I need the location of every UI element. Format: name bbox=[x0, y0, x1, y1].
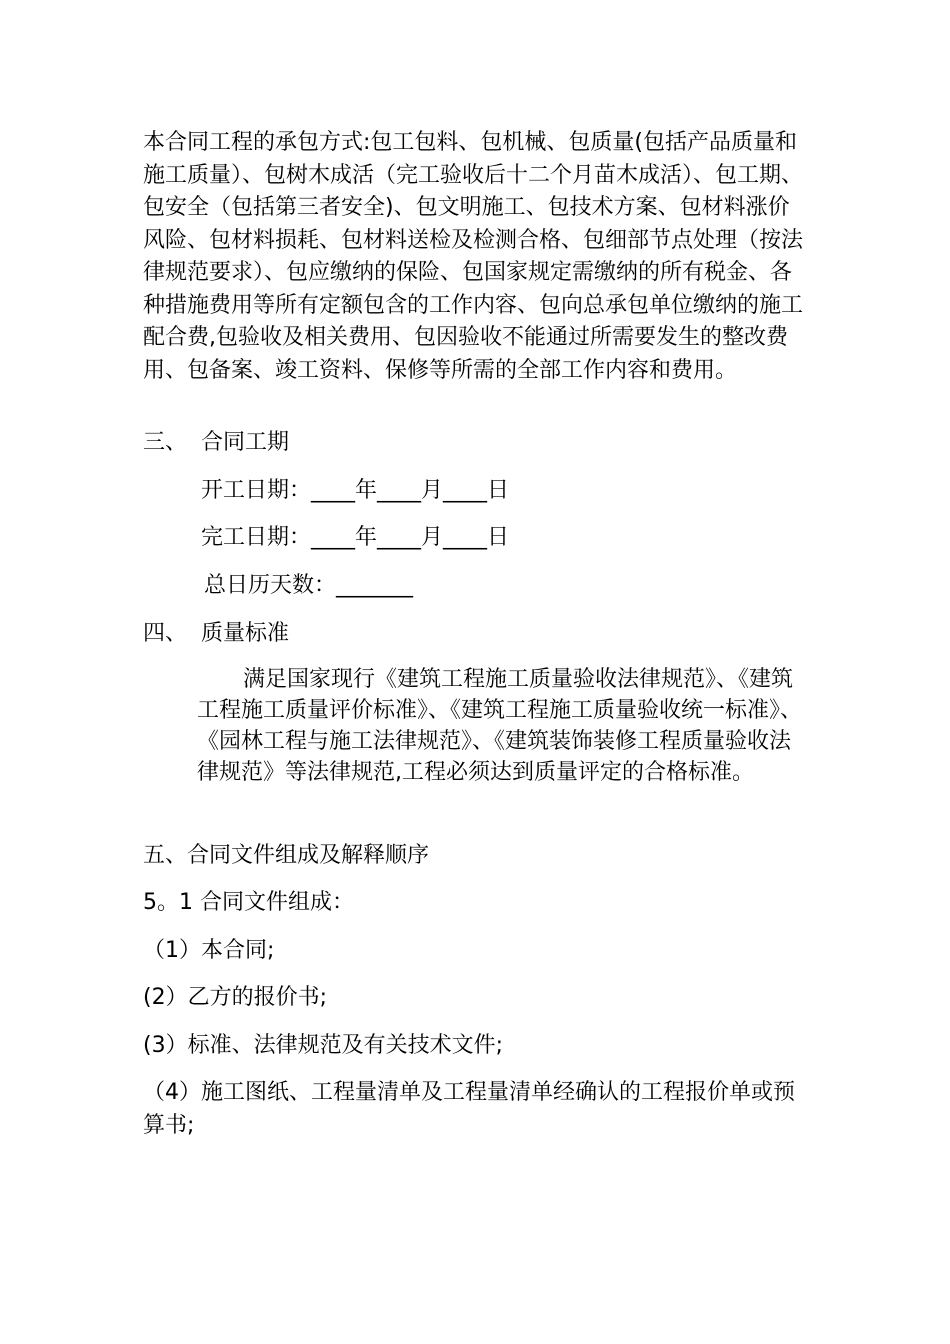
section-4-heading: 四、 质量标准 bbox=[143, 621, 289, 646]
list-item: (3）标准、法律规范及有关技术文件; bbox=[143, 1033, 503, 1058]
end-date-line: 完工日期：____年____月____日 bbox=[201, 525, 510, 550]
list-item: （4）施工图纸、工程量清单及工程量清单经确认的工程报价单或预算书; bbox=[143, 1080, 795, 1138]
contract-method-paragraph: 本合同工程的承包方式:包工包料、包机械、包质量(包括产品质量和施工质量）、包树木成活（完工验收后十二个月苗木成活）、包工期、包安全（包括第三者安全)、包文明施工、包技术方案、包材料涨价风险、包材料损耗、包材料送检及检测合格、包细部节点处理（按法律规范要求）、包应缴纳的保险、包国家规定需缴纳的所有税金、各种措施费用等所有定额包含的工作内容、包向总承包单位缴纳的施工配合费,包验收及相关费用、包因验收不能通过所需要发生的整改费用、包备案、竣工资料、保修等所需的全部工作内容和费用。 bbox=[143, 130, 804, 383]
total-days-line: 总日历天数：_______ bbox=[204, 573, 414, 598]
start-date-line: 开工日期：____年____月____日 bbox=[201, 478, 510, 503]
section-5-heading: 五、合同文件组成及解释顺序 bbox=[143, 843, 430, 868]
quality-standard-paragraph: 满足国家现行《建筑工程施工质量验收法律规范》、《建筑工程施工质量评价标准》、《建筑工程施工质量验收统一标准》、《园林工程与施工法律规范》、《建筑装饰装修工程质量验收法律规范》等法律规范,工程必须达到质量评定的合格标准。 bbox=[197, 667, 803, 785]
list-item: (2）乙方的报价书; bbox=[143, 985, 327, 1010]
section-5-1-heading: 5。1 合同文件组成： bbox=[143, 890, 354, 915]
section-3-heading: 三、 合同工期 bbox=[143, 430, 289, 455]
list-item: （1）本合同; bbox=[143, 938, 275, 963]
